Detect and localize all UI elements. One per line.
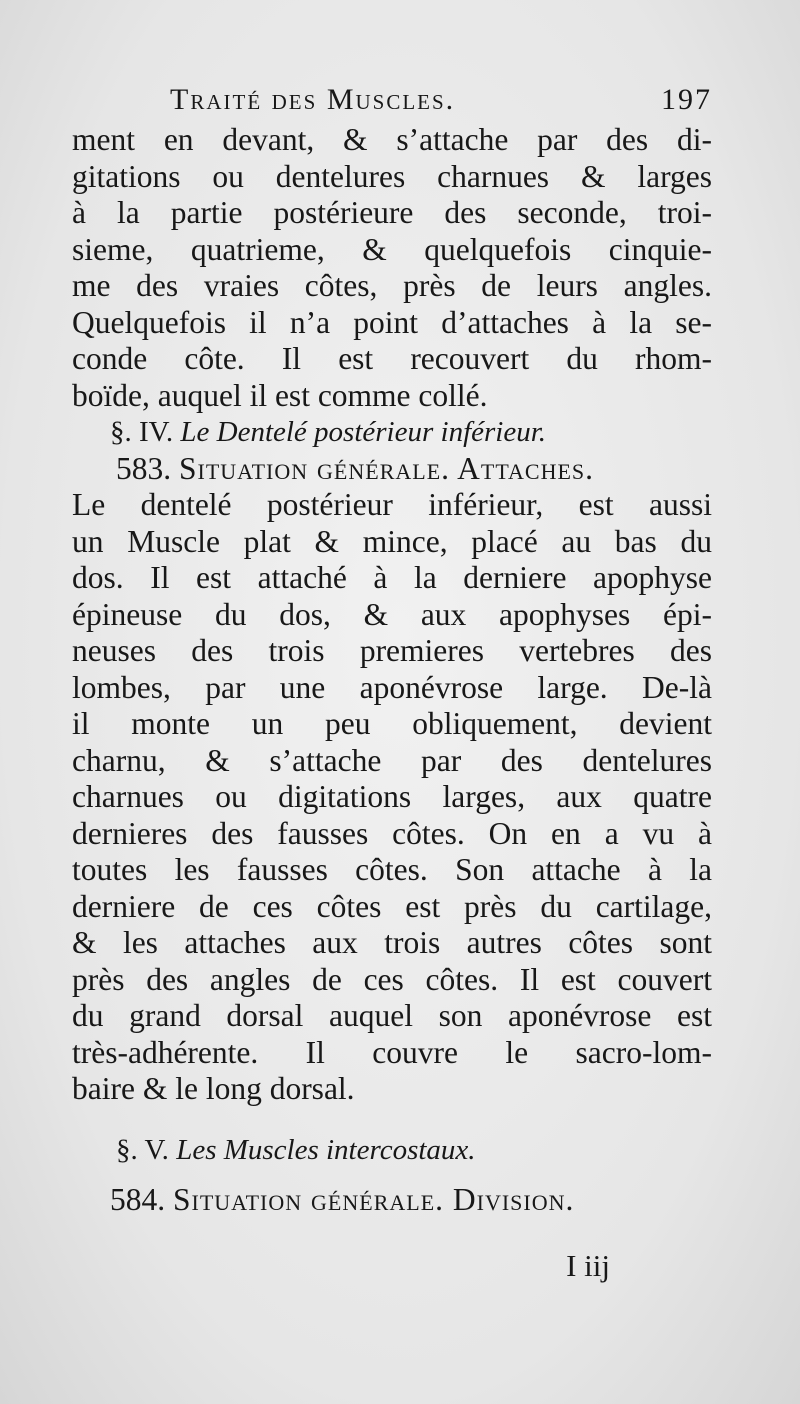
text-line: du grand dorsal auquel son aponévrose est [72,998,712,1033]
paragraph-number: 584. [110,1182,166,1217]
paragraph-lead: Situation générale. Division. [173,1182,575,1217]
section-heading-iv [72,414,712,451]
text-line: dos. Il est attaché à la derniere apophyse [72,560,712,595]
section-title: Les Muscles intercostaux. [176,1133,476,1166]
section-title: Le Dentelé postérieur inférieur. [180,416,547,448]
paragraph-number: 583. [116,450,172,486]
text-line: neuses des trois premieres vertebres des [72,633,712,668]
text-line: il monte un peu obliquement, devient [72,706,712,741]
text-line: & les attaches aux trois autres côtes sont [72,925,712,960]
text-line: ment en devant, & s’attache par des di- [72,122,712,157]
text-line: toutes les fausses côtes. Son attache à la [72,852,712,887]
text-line: charnues ou digitations larges, aux quatre [72,779,712,814]
text-line: sieme, quatrieme, & quelquefois cinquie- [72,231,712,267]
page-number: 197 [661,83,712,116]
text-line: dernieres des fausses côtes. On en a vu à [72,815,712,851]
text-line: boïde, auquel il est comme collé. [72,377,488,413]
text-line: conde côte. Il est recouvert du rhom- [72,341,712,376]
text-line: baire & le long dorsal. [72,1071,355,1106]
running-header [72,82,712,122]
paragraph-lead-583 [72,451,712,488]
text-line: gitations ou dentelures charnues & larges [72,158,712,194]
section-gap [72,1108,712,1132]
page-text [72,82,712,1219]
text-line: très-adhérente. Il couvre le sacro-lom- [72,1034,712,1070]
text-line: derniere de ces côtes est près du cartilage, [72,888,712,924]
section-gap [72,1168,712,1182]
running-title: Traité des Muscles. [170,83,456,116]
text-line: Le dentelé postérieur inférieur, est aussi [72,487,712,522]
section-heading-v [72,1132,712,1169]
text-line: lombes, par une aponévrose large. De-là [72,669,712,705]
text-line: à la partie postérieure des seconde, troi- [72,195,712,230]
text-line: me des vraies côtes, près de leurs angles. [72,268,712,303]
text-line: près des angles de ces côtes. Il est couvert [72,961,712,997]
section-number: §. V. [116,1133,169,1166]
text-line: épineuse du dos, & aux apophyses épi- [72,596,712,632]
signature-mark: I iij [566,1248,610,1283]
paragraph-lead: Situation générale. Attaches. [179,450,594,486]
text-line: Quelquefois il n’a point d’attaches à la se- [72,304,712,340]
section-number: §. IV. [110,416,174,448]
paragraph-lead-584 [72,1182,712,1219]
text-line: un Muscle plat & mince, placé au bas du [72,523,712,559]
text-line: charnu, & s’attache par des dentelures [72,742,712,778]
